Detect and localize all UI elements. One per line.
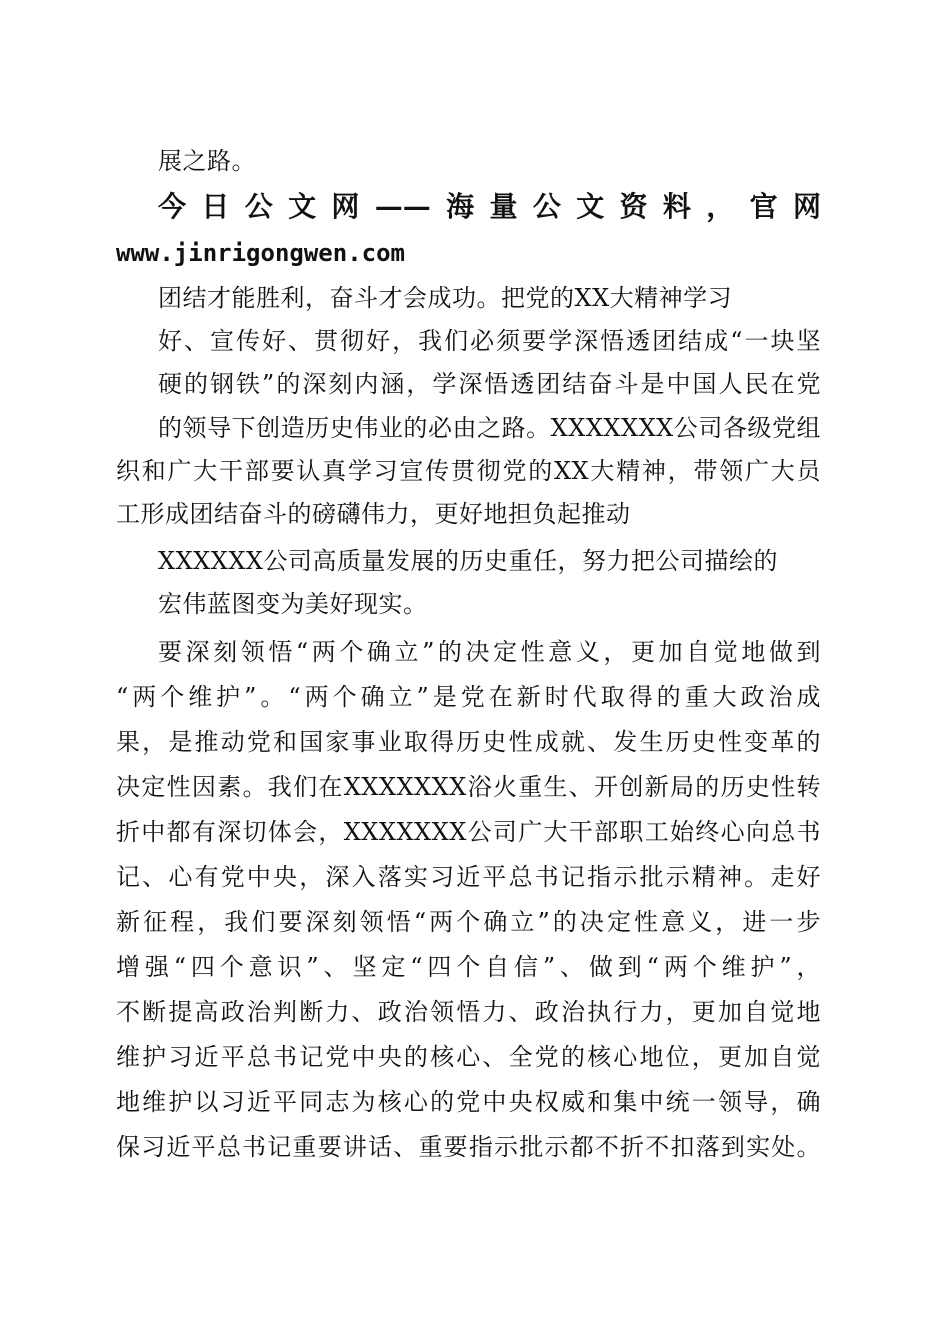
text-line: 地维护以习近平同志为核心的党中央权威和集中统一领导，确 xyxy=(116,1088,821,1116)
text-line: 好、宣传好、贯彻好，我们必须要学深悟透团结成“一块坚 xyxy=(158,327,821,355)
text-line: 的领导下创造历史伟业的必由之路。XXXXXXX公司各级党组 xyxy=(158,414,821,442)
watermark-ad-url: www.jinrigongwen.com xyxy=(116,239,405,267)
text-line: 硬的钢铁”的深刻内涵，学深悟透团结奋斗是中国人民在党 xyxy=(158,370,821,398)
text-line: 折中都有深切体会，XXXXXXX公司广大干部职工始终心向总书 xyxy=(116,818,821,846)
text-line: 维护习近平总书记党中央的核心、全党的核心地位，更加自觉 xyxy=(116,1043,821,1071)
text-line: 记、心有党中央，深入落实习近平总书记指示批示精神。走好 xyxy=(116,863,821,891)
text-line: 保习近平总书记重要讲话、重要指示批示都不折不扣落到实处。 xyxy=(116,1133,821,1161)
text-line: 宏伟蓝图变为美好现实。 xyxy=(158,590,428,618)
watermark-ad-text: 今日公文网——海量公文资料，官网 xyxy=(158,190,821,223)
text-line: “两个维护”。“两个确立”是党在新时代取得的重大政治成 xyxy=(116,683,821,711)
text-line: XXXXXX公司高质量发展的历史重任，努力把公司描绘的 xyxy=(158,547,779,575)
text-line: 果，是推动党和国家事业取得历史性成就、发生历史性变革的 xyxy=(116,728,821,756)
text-line: 要深刻领悟“两个确立”的决定性意义，更加自觉地做到 xyxy=(158,638,821,666)
text-line: 工形成团结奋斗的磅礴伟力，更好地担负起推动 xyxy=(116,500,631,528)
text-line: 团结才能胜利，奋斗才会成功。把党的XX大精神学习 xyxy=(158,284,733,312)
text-line: 不断提高政治判断力、政治领悟力、政治执行力，更加自觉地 xyxy=(116,998,821,1026)
text-line: 展之路。 xyxy=(158,147,256,175)
text-line: 新征程，我们要深刻领悟“两个确立”的决定性意义，进一步 xyxy=(116,908,821,936)
text-line: 增强“四个意识”、坚定“四个自信”、做到“两个维护”， xyxy=(116,953,821,981)
text-line: 决定性因素。我们在XXXXXXX浴火重生、开创新局的历史性转 xyxy=(116,773,821,801)
text-line: 织和广大干部要认真学习宣传贯彻党的XX大精神，带领广大员 xyxy=(116,457,821,485)
